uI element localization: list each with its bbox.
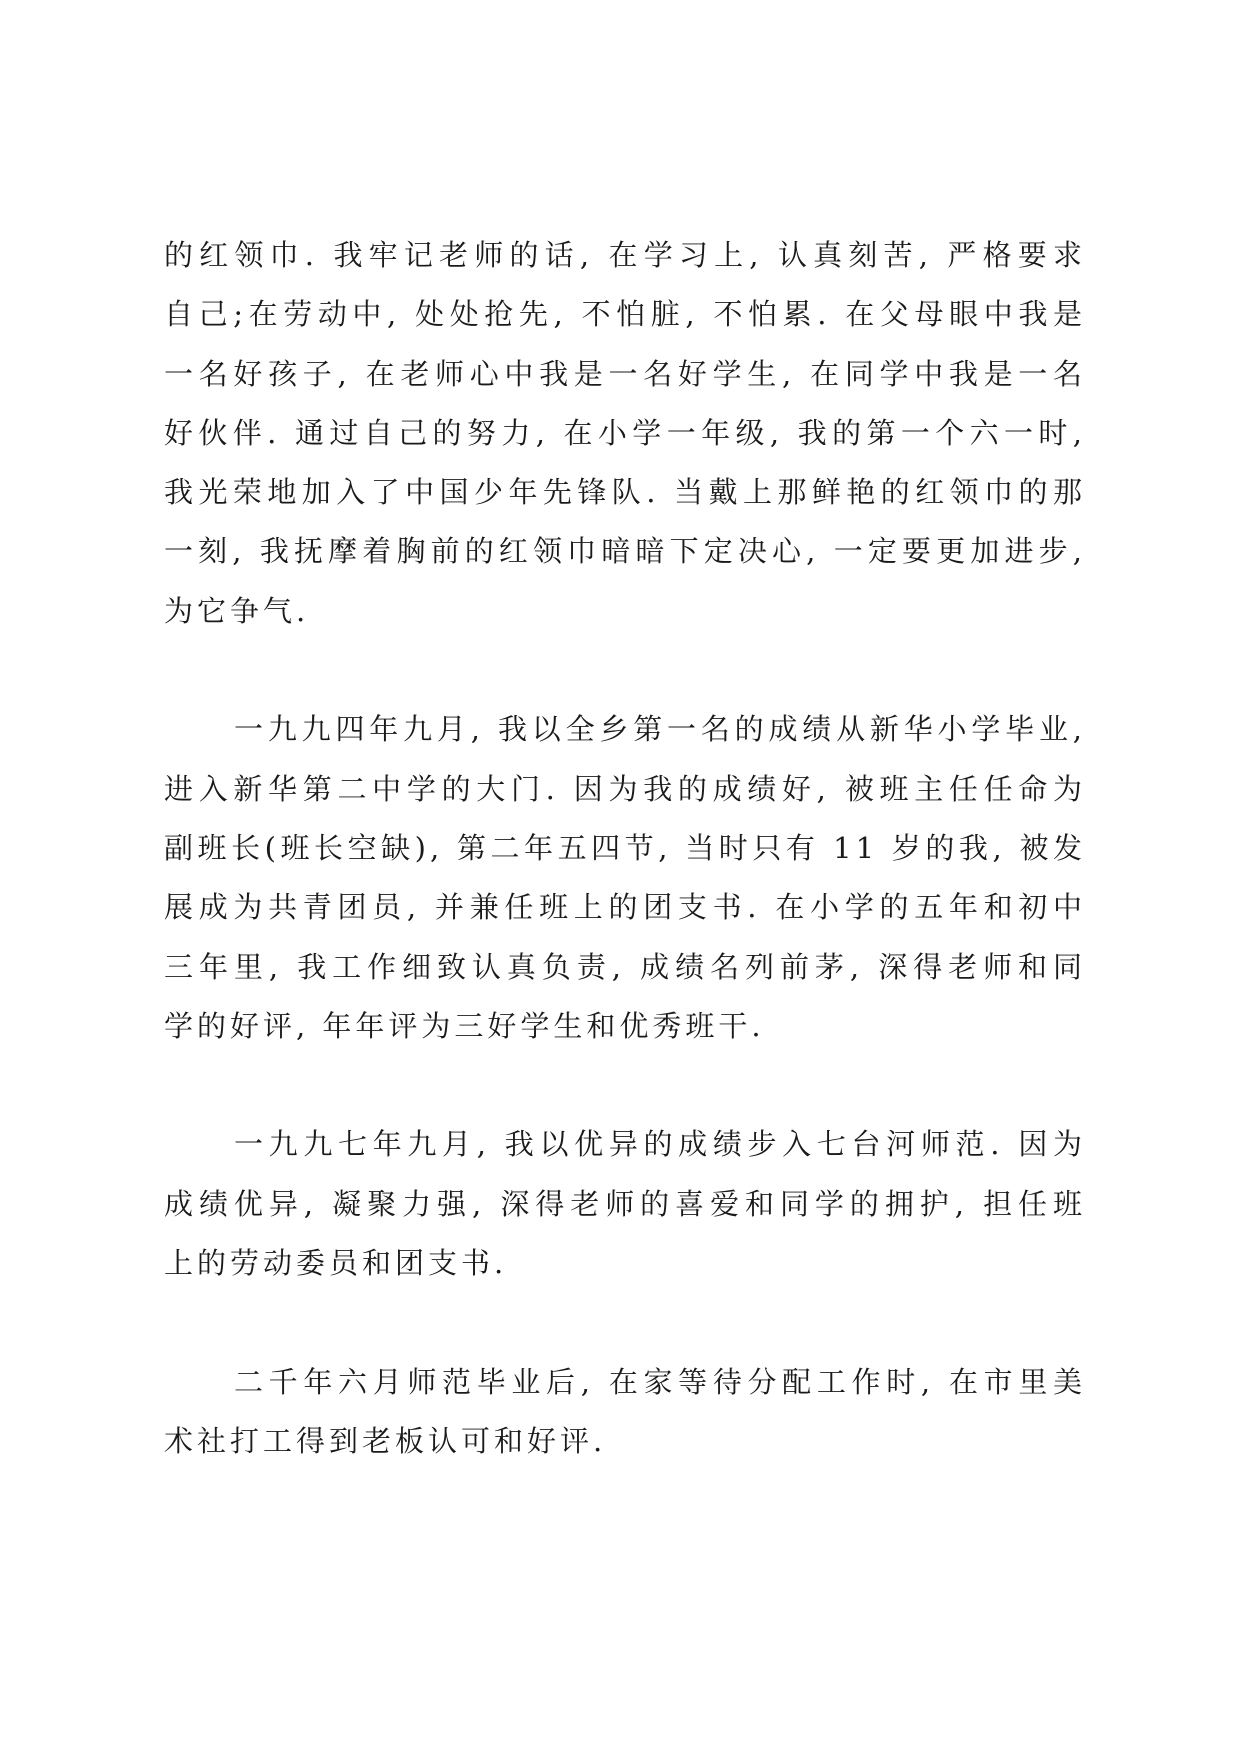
paragraph-2: [164, 700, 1086, 1056]
text-line: 自己;在劳动中, 处处抢先, 不怕脏, 不怕累. 在父母眼中我是: [164, 297, 1086, 332]
text-line: 三年里, 我工作细致认真负责, 成绩名列前茅, 深得老师和同: [164, 949, 1086, 984]
text-line: 我光荣地加入了中国少年先锋队. 当戴上那鲜艳的红领巾的那: [164, 475, 1086, 510]
text-line: 展成为共青团员, 并兼任班上的团支书. 在小学的五年和初中: [164, 890, 1086, 925]
text-line: 一名好孩子, 在老师心中我是一名好学生, 在同学中我是一名: [164, 356, 1086, 391]
text-line: 为它争气.: [164, 593, 310, 628]
text-line: 一刻, 我抚摩着胸前的红领巾暗暗下定决心, 一定要更加进步,: [164, 534, 1086, 569]
paragraph-4: [164, 1353, 1086, 1472]
document-body: [164, 226, 1086, 1471]
text-line: 的红领巾. 我牢记老师的话, 在学习上, 认真刻苦, 严格要求: [164, 238, 1086, 272]
paragraph-3: [164, 1115, 1086, 1293]
text-line: 成绩优异, 凝聚力强, 深得老师的喜爱和同学的拥护, 担任班: [164, 1186, 1086, 1221]
text-line: 副班长(班长空缺), 第二年五四节, 当时只有 11 岁的我, 被发: [164, 830, 1086, 865]
text-line: 一九九四年九月, 我以全乡第一名的成绩从新华小学毕业,: [234, 712, 1086, 747]
text-line: 上的劳动委员和团支书.: [164, 1246, 508, 1281]
text-line: 进入新华第二中学的大门. 因为我的成绩好, 被班主任任命为: [164, 771, 1086, 806]
text-line: 好伙伴. 通过自己的努力, 在小学一年级, 我的第一个六一时,: [164, 415, 1086, 450]
text-line: 一九九七年九月, 我以优异的成绩步入七台河师范. 因为: [234, 1127, 1086, 1162]
text-line: 学的好评, 年年评为三好学生和优秀班干.: [164, 1008, 765, 1043]
text-line: 二千年六月师范毕业后, 在家等待分配工作时, 在市里美: [234, 1364, 1086, 1399]
paragraph-gap: [164, 1056, 1086, 1115]
paragraph-1: [164, 226, 1086, 641]
text-line: 术社打工得到老板认可和好评.: [164, 1423, 607, 1458]
paragraph-gap: [164, 641, 1086, 700]
paragraph-gap: [164, 1293, 1086, 1352]
